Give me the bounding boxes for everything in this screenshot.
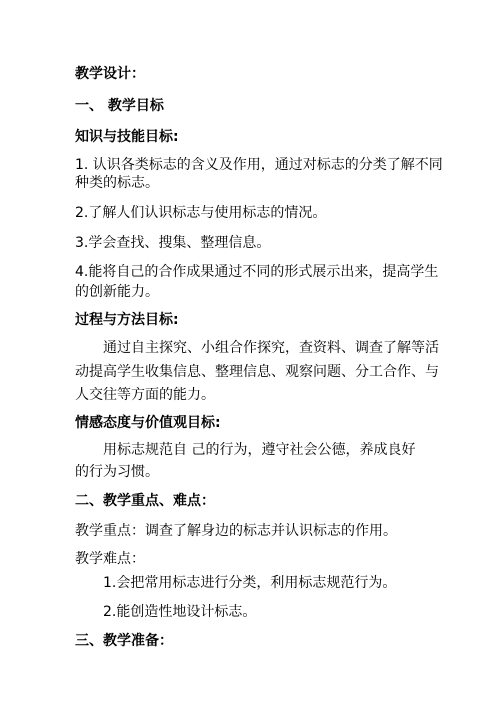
process-para-line1: 通过自主探究、小组合作探究，查资料、调查了解等活 [103, 340, 439, 356]
knowledge-item1-line1: 1. 认识各类标志的含义及作用，通过对标志的分类了解不同 [75, 157, 443, 173]
teaching-focus: 教学重点：调查了解身边的标志并认识标志的作用。 [75, 523, 397, 539]
section2-heading: 二、教学重点、难点： [75, 493, 215, 509]
difficulty-item1: 1.会把常用标志进行分类，利用标志规范行为。 [103, 575, 397, 591]
knowledge-item1-line2: 种类的标志。 [75, 175, 159, 191]
document-title: 教学设计： [75, 66, 145, 82]
section1-heading: 一、 教学目标 [75, 98, 164, 114]
emotion-heading: 情感态度与价值观目标: [75, 415, 221, 431]
knowledge-heading: 知识与技能目标: [75, 129, 179, 145]
section3-heading: 三、教学准备： [75, 633, 173, 649]
knowledge-item4-line2: 的创新能力。 [75, 284, 159, 300]
knowledge-item2: 2.了解人们认识标志与使用标志的情况。 [75, 205, 327, 221]
knowledge-item3: 3.学会查找、搜集、整理信息。 [75, 235, 271, 251]
process-para-line3: 人交往等方面的能力。 [75, 387, 215, 403]
teaching-difficulty-label: 教学难点： [75, 551, 145, 567]
difficulty-item2: 2.能创造性地设计标志。 [103, 604, 257, 620]
emotion-para-line1: 用标志规范自 己的行为，遵守社会公德，养成良好 [103, 442, 416, 458]
emotion-para-line2: 的行为习惯。 [75, 464, 159, 480]
knowledge-item4-line1: 4.能将自己的合作成果通过不同的形式展示出来，提高学生 [75, 264, 439, 280]
process-heading: 过程与方法目标: [75, 312, 179, 328]
process-para-line2: 动提高学生收集信息、整理信息、观察问题、分工合作、与 [75, 364, 439, 380]
